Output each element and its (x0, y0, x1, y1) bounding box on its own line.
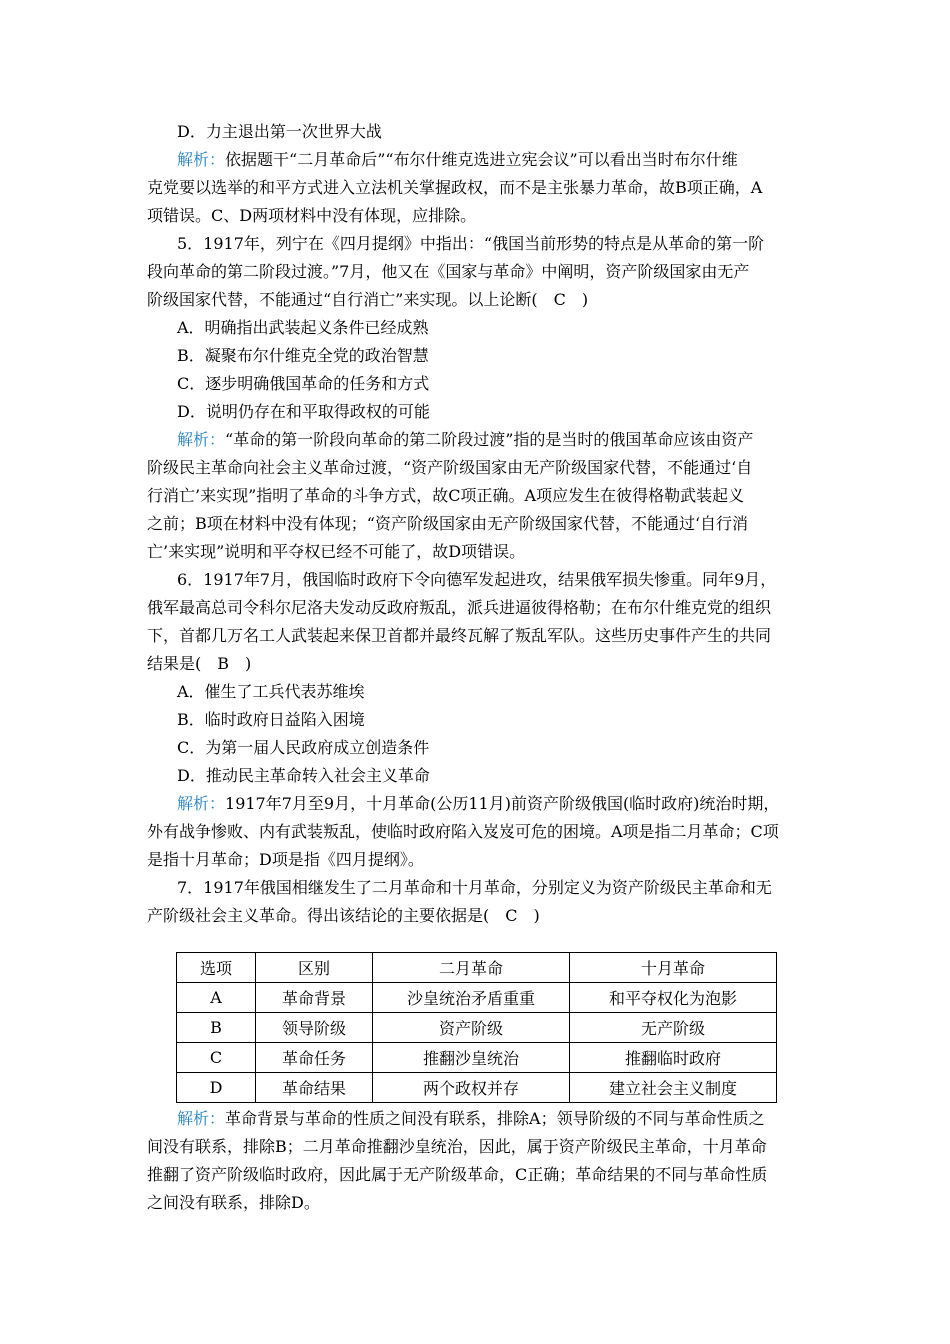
table-header-cell: 选项 (177, 953, 256, 983)
analysis-text: “革命的第一阶段向革命的第二阶段过渡”指的是当时的俄国革命应该由资产 (225, 430, 754, 449)
table-cell: 领导阶级 (256, 1013, 373, 1043)
q5-option-c: C．逐步明确俄国革命的任务和方式 (177, 374, 430, 393)
table-cell: 无产阶级 (570, 1013, 777, 1043)
q6-option-d: D．推动民主革命转入社会主义革命 (177, 766, 430, 785)
analysis-text: 1917年7月至9月，十月革命(公历11月)前资产阶级俄国(临时政府)统治时期， (225, 794, 780, 813)
q7-analysis-line (147, 1105, 807, 1133)
table-cell: 资产阶级 (373, 1013, 570, 1043)
q6-option-c: C．为第一届人民政府成立创造条件 (177, 738, 430, 757)
table-header-cell: 二月革命 (373, 953, 570, 983)
table-cell: 建立社会主义制度 (570, 1073, 777, 1103)
q6-stem-line: 6．1917年7月，俄国临时政府下令向德军发起进攻，结果俄军损失惨重。同年9月， (177, 570, 777, 589)
q5-analysis-line (147, 426, 807, 454)
q5-analysis-line: 之前；B项在材料中没有体现；“资产阶级国家由无产阶级国家代替，不能通过‘自行消 (147, 514, 749, 533)
table-row (177, 1043, 777, 1073)
q6-stem-line: 下，首都几万名工人武装起来保卫首都并最终瓦解了叛乱军队。这些历史事件产生的共同 (147, 626, 772, 645)
analysis-text: 革命背景与革命的性质之间没有联系，排除A；领导阶级的不同与革命性质之 (225, 1109, 765, 1128)
analysis-label: 解析： (177, 150, 226, 169)
q4-analysis-line: 项错误。C、D两项材料中没有体现，应排除。 (147, 206, 477, 225)
table-cell: A (177, 983, 256, 1013)
q4-analysis-line (147, 146, 807, 174)
table-row (177, 1073, 777, 1103)
q5-analysis-line: 亡’来实现”说明和平夺权已经不可能了，故D项错误。 (147, 542, 526, 561)
q7-stem-line: 产阶级社会主义革命。得出该结论的主要依据是( C ) (147, 906, 540, 925)
analysis-label: 解析： (177, 794, 226, 813)
q5-analysis-line: 行消亡’来实现”指明了革命的斗争方式，故C项正确。A项应发生在彼得格勒武装起义 (147, 486, 745, 505)
document-page (147, 118, 807, 1217)
q7-analysis-line: 推翻了资产阶级临时政府，因此属于无产阶级革命，C正确；革命结果的不同与革命性质 (147, 1165, 768, 1184)
q4-option-d: D．力主退出第一次世界大战 (177, 122, 382, 141)
table-cell: 沙皇统治矛盾重重 (373, 983, 570, 1013)
q5-stem-line: 段向革命的第二阶段过渡。”7月，他又在《国家与革命》中阐明，资产阶级国家由无产 (147, 262, 750, 281)
comparison-table (176, 952, 777, 1103)
q5-option-a: A．明确指出武装起义条件已经成熟 (177, 318, 429, 337)
q7-analysis-line: 之间没有联系，排除D。 (147, 1193, 320, 1212)
table-cell: 革命背景 (256, 983, 373, 1013)
q6-analysis-line: 是指十月革命；D项是指《四月提纲》。 (147, 850, 424, 869)
table-cell: 推翻沙皇统治 (373, 1043, 570, 1073)
table-header-cell: 十月革命 (570, 953, 777, 983)
table-row (177, 983, 777, 1013)
q7-stem-line: 7．1917年俄国相继发生了二月革命和十月革命，分别定义为资产阶级民主革命和无 (177, 878, 772, 897)
q6-analysis-line (147, 790, 807, 818)
q6-stem-line: 俄军最高总司令科尔尼洛夫发动反政府叛乱，派兵进逼彼得格勒；在布尔什维克党的组织 (147, 598, 772, 617)
q4-analysis-line: 克党要以选举的和平方式进入立法机关掌握政权，而不是主张暴力革命，故B项正确，A (147, 178, 763, 197)
table-header-row (177, 953, 777, 983)
q5-stem-line: 阶级国家代替，不能通过“自行消亡”来实现。以上论断( C ) (147, 290, 589, 309)
table-cell: 和平夺权化为泡影 (570, 983, 777, 1013)
q5-stem-line: 5．1917年，列宁在《四月提纲》中指出：“俄国当前形势的特点是从革命的第一阶 (177, 234, 765, 253)
table-cell: 推翻临时政府 (570, 1043, 777, 1073)
table-cell: C (177, 1043, 256, 1073)
table-header-cell: 区别 (256, 953, 373, 983)
analysis-label: 解析： (177, 1109, 226, 1128)
table-cell: 革命结果 (256, 1073, 373, 1103)
q7-analysis-line: 间没有联系，排除B；二月革命推翻沙皇统治，因此，属于资产阶级民主革命，十月革命 (147, 1137, 767, 1156)
q5-analysis-line: 阶级民主革命向社会主义革命过渡，“资产阶级国家由无产阶级国家代替，不能通过‘自 (147, 458, 753, 477)
q6-analysis-line: 外有战争惨败、内有武装叛乱，使临时政府陷入岌岌可危的困境。A项是指二月革命；C项 (147, 822, 779, 841)
table-cell: D (177, 1073, 256, 1103)
table-row (177, 1013, 777, 1043)
q6-stem-line: 结果是( B ) (147, 654, 252, 673)
table-cell: 革命任务 (256, 1043, 373, 1073)
table-cell: 两个政权并存 (373, 1073, 570, 1103)
q6-option-a: A．催生了工兵代表苏维埃 (177, 682, 365, 701)
table-cell: B (177, 1013, 256, 1043)
analysis-label: 解析： (177, 430, 226, 449)
q6-option-b: B．临时政府日益陷入困境 (177, 710, 365, 729)
q5-option-d: D．说明仍存在和平取得政权的可能 (177, 402, 430, 421)
analysis-text: 依据题干“二月革命后”“布尔什维克选进立宪会议”可以看出当时布尔什维 (225, 150, 738, 169)
q5-option-b: B．凝聚布尔什维克全党的政治智慧 (177, 346, 429, 365)
